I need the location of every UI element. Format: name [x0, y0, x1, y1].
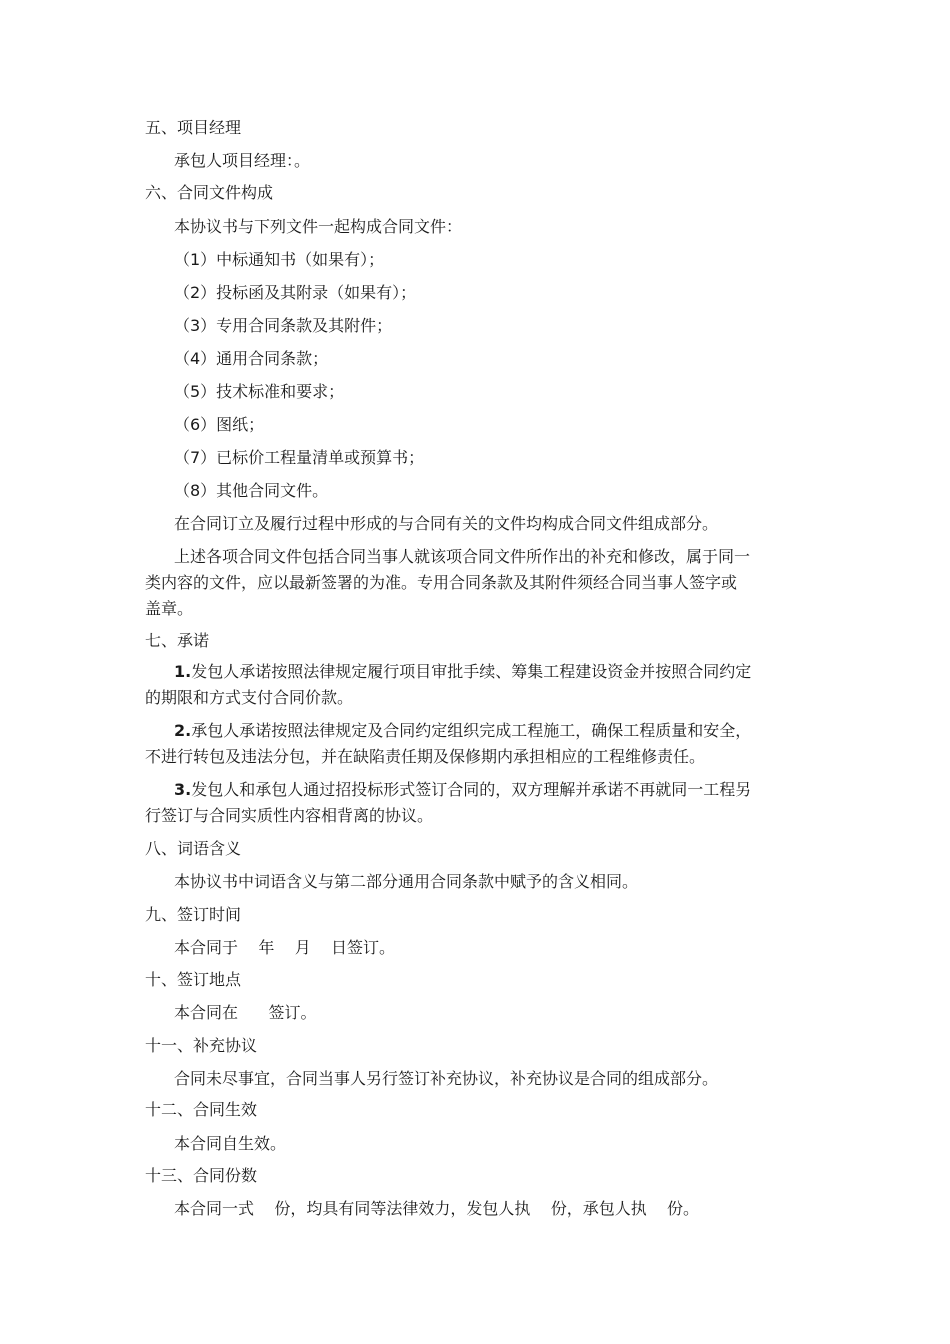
promise-2-text: 承包人承诺按照法律规定及合同约定组织完成工程施工，确保工程质量和安全， [191, 721, 752, 740]
promise-3-number: 3. [174, 780, 192, 799]
promise-3-line-1 [174, 779, 751, 801]
section-7-heading: 七、承诺 [145, 631, 210, 650]
section-11-heading: 十一、补充协议 [145, 1036, 258, 1055]
section-6-paragraph-1: 在合同订立及履行过程中形成的与合同有关的文件均构成合同文件组成部分。 [174, 514, 719, 533]
section-12-text: 本合同自生效。 [174, 1134, 287, 1153]
section-6-intro: 本协议书与下列文件一起构成合同文件： [174, 217, 463, 236]
list-item: （4）通用合同条款； [174, 349, 329, 368]
section-13-text: 本合同一式 份，均具有同等法律效力，发包人执 份，承包人执 份。 [174, 1199, 700, 1218]
list-item: （5）技术标准和要求； [174, 382, 345, 401]
section-11-text: 合同未尽事宜，合同当事人另行签订补充协议，补充协议是合同的组成部分。 [174, 1069, 719, 1088]
promise-2-line-2: 不进行转包及违法分包，并在缺陷责任期及保修期内承担相应的工程维修责任。 [145, 747, 706, 766]
section-6-heading: 六、合同文件构成 [145, 183, 274, 202]
promise-2-number: 2. [174, 721, 192, 740]
section-8-heading: 八、词语含义 [145, 839, 242, 858]
section-6-paragraph-2-line-3: 盖章。 [145, 599, 194, 618]
promise-3-line-2: 行签订与合同实质性内容相背离的协议。 [145, 806, 434, 825]
section-6-paragraph-2-line-2: 类内容的文件，应以最新签署的为准。专用合同条款及其附件须经合同当事人签字或 [145, 573, 738, 592]
list-item: （2）投标函及其附录（如果有）； [174, 283, 417, 302]
section-10-heading: 十、签订地点 [145, 970, 242, 989]
section-9-text: 本合同于 年 月 日签订。 [174, 938, 396, 957]
promise-1-line-1 [174, 661, 751, 683]
section-5-text: 承包人项目经理：。 [174, 151, 311, 170]
section-12-heading: 十二、合同生效 [145, 1100, 258, 1119]
promise-1-line-2: 的期限和方式支付合同价款。 [145, 688, 354, 707]
section-9-heading: 九、签订时间 [145, 905, 242, 924]
list-item: （8）其他合同文件。 [174, 481, 329, 500]
promise-1-text: 发包人承诺按照法律规定履行项目审批手续、筹集工程建设资金并按照合同约定 [191, 662, 752, 681]
list-item: （6）图纸； [174, 415, 265, 434]
list-item: （3）专用合同条款及其附件； [174, 316, 393, 335]
list-item: （7）已标价工程量清单或预算书； [174, 448, 425, 467]
promise-3-text: 发包人和承包人通过招投标形式签订合同的，双方理解并承诺不再就同一工程另 [191, 780, 752, 799]
promise-1-number: 1. [174, 662, 192, 681]
section-5-heading: 五、项目经理 [145, 118, 242, 137]
section-8-text: 本协议书中词语含义与第二部分通用合同条款中赋予的含义相同。 [174, 872, 639, 891]
section-10-text: 本合同在 签订。 [174, 1003, 317, 1022]
section-13-heading: 十三、合同份数 [145, 1166, 258, 1185]
promise-2-line-1 [174, 720, 751, 742]
section-6-paragraph-2-line-1: 上述各项合同文件包括合同当事人就该项合同文件所作出的补充和修改，属于同一 [174, 547, 751, 566]
list-item: （1）中标通知书（如果有）； [174, 250, 385, 269]
